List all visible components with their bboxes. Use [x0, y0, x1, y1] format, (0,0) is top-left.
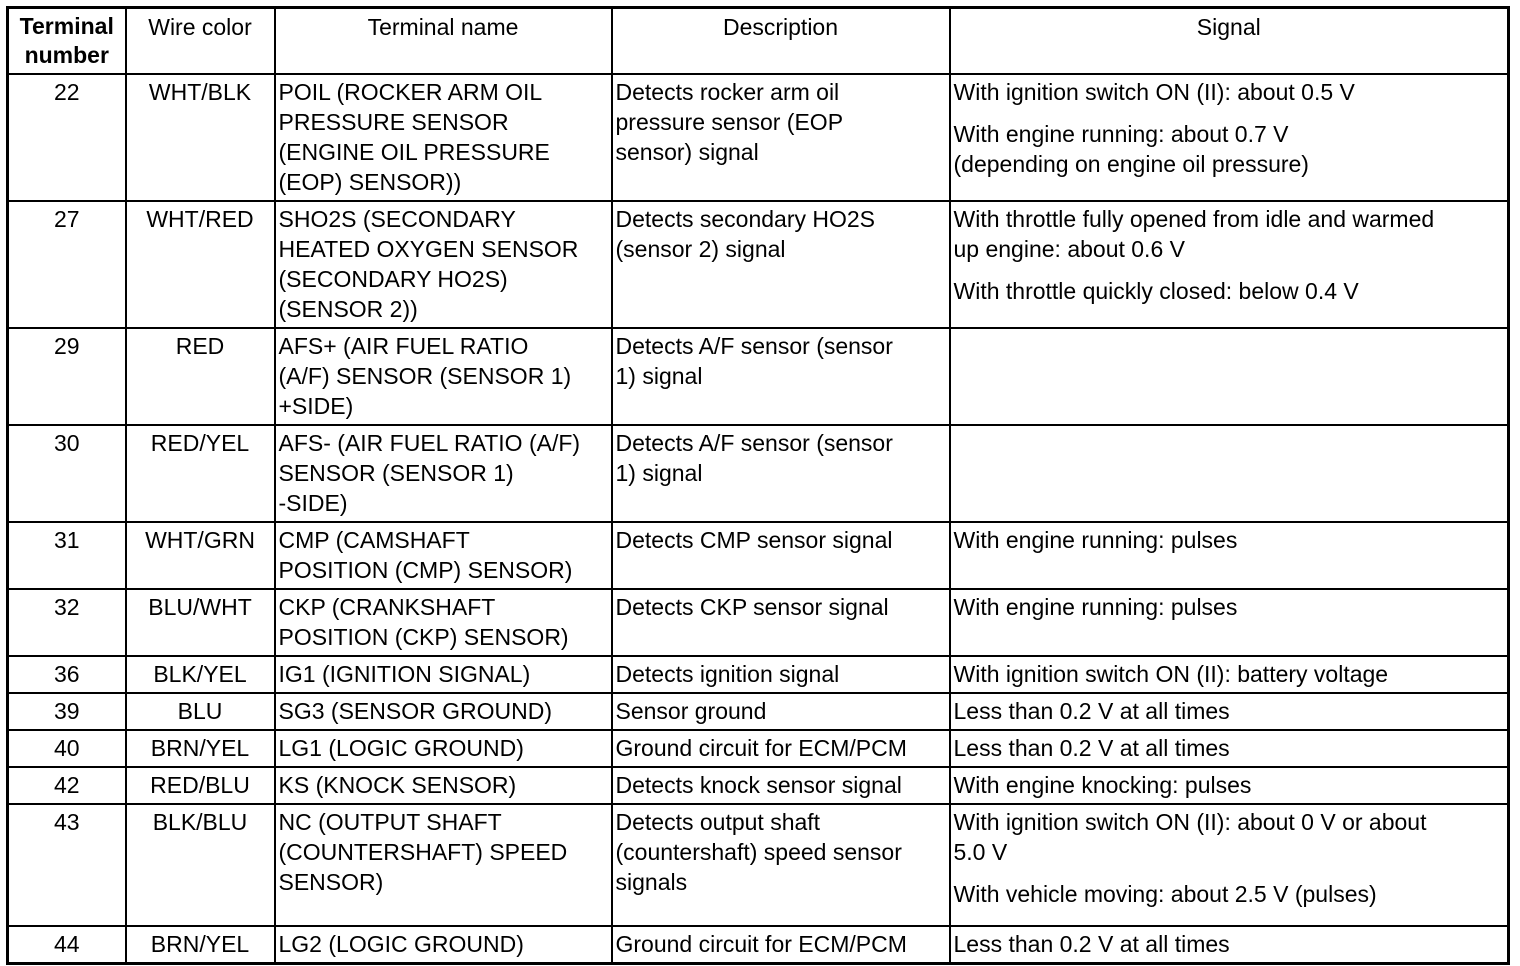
header-row	[8, 8, 1509, 75]
description-cell: Detects ignition signal	[612, 656, 950, 693]
signal-cell	[950, 926, 1509, 964]
wire-color-cell: BRN/YEL	[126, 926, 275, 964]
wire-color-cell: WHT/GRN	[126, 522, 275, 589]
terminal-name-cell: CMP (CAMSHAFT POSITION (CMP) SENSOR)	[275, 522, 612, 589]
table-row	[8, 74, 1509, 201]
wire-color-cell: BLK/YEL	[126, 656, 275, 693]
terminal-number-cell: 22	[8, 74, 126, 201]
table-row	[8, 730, 1509, 767]
terminal-number-cell: 40	[8, 730, 126, 767]
terminal-number-cell: 43	[8, 804, 126, 926]
wire-color-cell: BRN/YEL	[126, 730, 275, 767]
description-cell: Sensor ground	[612, 693, 950, 730]
terminal-name-cell: KS (KNOCK SENSOR)	[275, 767, 612, 804]
signal-cell	[950, 730, 1509, 767]
table-row	[8, 589, 1509, 656]
signal-line: With ignition switch ON (II): battery voltage	[953, 661, 1389, 687]
terminal-name-cell: SG3 (SENSOR GROUND)	[275, 693, 612, 730]
description-cell: Detects knock sensor signal	[612, 767, 950, 804]
description-cell: Detects output shaft (countershaft) speed sensor signals	[612, 804, 950, 926]
header-wire-color: Wire color	[126, 8, 275, 75]
signal-cell	[950, 425, 1509, 522]
description-cell: Detects rocker arm oil pressure sensor (EOP sensor) signal	[612, 74, 950, 201]
terminal-number-cell: 31	[8, 522, 126, 589]
header-terminal-name: Terminal name	[275, 8, 612, 75]
terminal-name-cell: POIL (ROCKER ARM OIL PRESSURE SENSOR (ENGINE OIL PRESSURE (EOP) SENSOR))	[275, 74, 612, 201]
terminal-number-cell: 27	[8, 201, 126, 328]
terminal-number-cell: 30	[8, 425, 126, 522]
description-cell: Detects CMP sensor signal	[612, 522, 950, 589]
table-row	[8, 767, 1509, 804]
terminal-name-cell: LG2 (LOGIC GROUND)	[275, 926, 612, 964]
signal-cell	[950, 804, 1509, 926]
table-row	[8, 656, 1509, 693]
signal-line: Less than 0.2 V at all times	[953, 931, 1230, 957]
table-row	[8, 804, 1509, 926]
header-terminal-number: Terminal number	[8, 8, 126, 75]
signal-line: With vehicle moving: about 2.5 V (pulses)	[953, 881, 1377, 907]
wire-color-cell: WHT/RED	[126, 201, 275, 328]
wire-color-cell: RED/YEL	[126, 425, 275, 522]
terminal-name-cell: NC (OUTPUT SHAFT (COUNTERSHAFT) SPEED SENSOR)	[275, 804, 612, 926]
signal-cell	[950, 693, 1509, 730]
header-description: Description	[612, 8, 950, 75]
description-cell: Detects CKP sensor signal	[612, 589, 950, 656]
signal-cell	[950, 767, 1509, 804]
signal-line: With ignition switch ON (II): about 0.5 V	[953, 79, 1355, 105]
signal-line: With ignition switch ON (II): about 0 V or about 5.0 V	[953, 809, 1427, 865]
signal-line: With throttle quickly closed: below 0.4 V	[953, 278, 1359, 304]
table-row	[8, 201, 1509, 328]
terminal-name-cell: IG1 (IGNITION SIGNAL)	[275, 656, 612, 693]
table-row	[8, 693, 1509, 730]
description-cell: Ground circuit for ECM/PCM	[612, 730, 950, 767]
table-row	[8, 926, 1509, 964]
terminal-number-cell: 39	[8, 693, 126, 730]
terminal-number-cell: 29	[8, 328, 126, 425]
signal-line: With engine running: pulses	[953, 527, 1238, 553]
terminal-number-cell: 42	[8, 767, 126, 804]
table-row	[8, 328, 1509, 425]
signal-line: With engine running: pulses	[953, 594, 1238, 620]
terminal-name-cell: SHO2S (SECONDARY HEATED OXYGEN SENSOR (SECONDARY HO2S) (SENSOR 2))	[275, 201, 612, 328]
terminal-name-cell: AFS- (AIR FUEL RATIO (A/F) SENSOR (SENSOR 1) -SIDE)	[275, 425, 612, 522]
table-body	[8, 74, 1509, 964]
signal-cell	[950, 328, 1509, 425]
wire-color-cell: RED	[126, 328, 275, 425]
signal-line: With engine running: about 0.7 V (depending on engine oil pressure)	[953, 121, 1309, 177]
terminal-number-cell: 44	[8, 926, 126, 964]
signal-cell	[950, 201, 1509, 328]
signal-line: Less than 0.2 V at all times	[953, 698, 1230, 724]
terminal-name-cell: LG1 (LOGIC GROUND)	[275, 730, 612, 767]
signal-cell	[950, 589, 1509, 656]
signal-cell	[950, 522, 1509, 589]
description-cell: Ground circuit for ECM/PCM	[612, 926, 950, 964]
header-signal: Signal	[950, 8, 1509, 75]
signal-line: With throttle fully opened from idle and warmed up engine: about 0.6 V	[953, 206, 1435, 262]
description-cell: Detects A/F sensor (sensor 1) signal	[612, 425, 950, 522]
signal-line: Less than 0.2 V at all times	[953, 735, 1230, 761]
wire-color-cell: BLU/WHT	[126, 589, 275, 656]
wire-color-cell: WHT/BLK	[126, 74, 275, 201]
description-cell: Detects A/F sensor (sensor 1) signal	[612, 328, 950, 425]
wire-color-cell: BLK/BLU	[126, 804, 275, 926]
signal-cell	[950, 656, 1509, 693]
terminal-number-cell: 36	[8, 656, 126, 693]
table-row	[8, 522, 1509, 589]
signal-line: With engine knocking: pulses	[953, 772, 1252, 798]
terminal-name-cell: CKP (CRANKSHAFT POSITION (CKP) SENSOR)	[275, 589, 612, 656]
table-row	[8, 425, 1509, 522]
terminal-table	[6, 6, 1510, 965]
wire-color-cell: BLU	[126, 693, 275, 730]
terminal-number-cell: 32	[8, 589, 126, 656]
signal-cell	[950, 74, 1509, 201]
terminal-name-cell: AFS+ (AIR FUEL RATIO (A/F) SENSOR (SENSOR 1) +SIDE)	[275, 328, 612, 425]
description-cell: Detects secondary HO2S (sensor 2) signal	[612, 201, 950, 328]
wire-color-cell: RED/BLU	[126, 767, 275, 804]
